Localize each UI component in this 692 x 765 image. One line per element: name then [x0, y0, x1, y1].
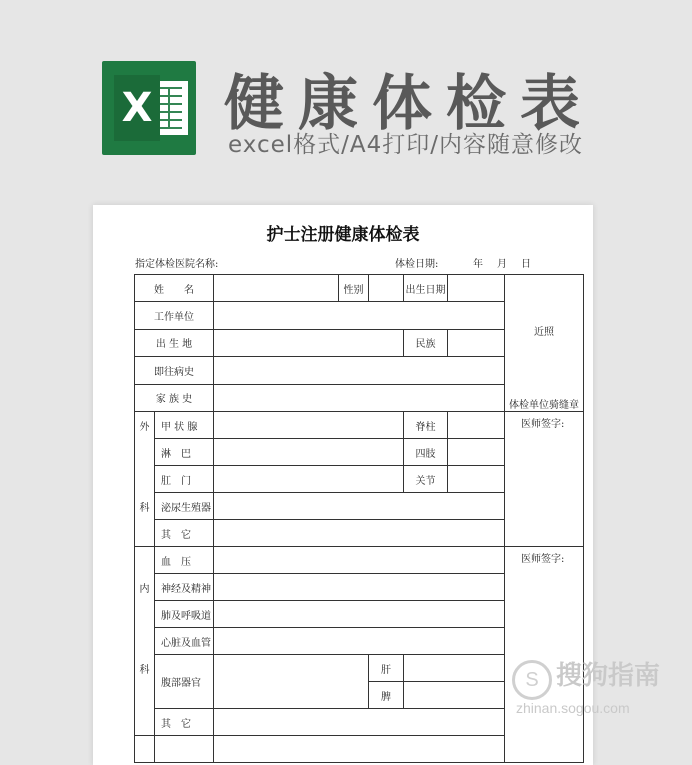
- day-label: 日: [521, 259, 531, 270]
- gender-field[interactable]: [369, 275, 404, 302]
- watermark-url: zhinan.sogou.com: [516, 699, 630, 716]
- limbs-label: 四肢: [404, 439, 448, 466]
- hospital-label: 指定体检医院名称:: [135, 259, 219, 270]
- limbs-field[interactable]: [448, 439, 505, 466]
- internal-group-spacer: [135, 709, 155, 736]
- internal-other-label: 其 它: [155, 709, 214, 736]
- work-unit-label: 工作单位: [135, 302, 214, 329]
- birthplace-label: 出 生 地: [135, 329, 214, 356]
- spine-label: 脊柱: [404, 412, 448, 439]
- lymph-label: 淋 巴: [155, 439, 214, 466]
- name-label: 姓 名: [135, 275, 214, 302]
- internal-group-spacer: [135, 601, 155, 628]
- next-row-cell: [135, 736, 155, 763]
- lymph-field[interactable]: [214, 439, 404, 466]
- ethnicity-label: 民族: [404, 329, 448, 356]
- joints-field[interactable]: [448, 466, 505, 493]
- document-title: 护士注册健康体检表: [266, 225, 420, 245]
- thyroid-label: 甲 状 腺: [155, 412, 214, 439]
- neuro-mental-label: 神经及精神: [155, 574, 214, 601]
- internal-group-spacer: [135, 547, 155, 574]
- blood-pressure-label: 血 压: [155, 547, 214, 574]
- birth-date-field[interactable]: [448, 275, 505, 302]
- lung-resp-field[interactable]: [214, 601, 505, 628]
- past-history-field[interactable]: [214, 357, 505, 384]
- year-label: 年: [473, 259, 483, 270]
- thyroid-field[interactable]: [214, 412, 404, 439]
- gender-label: 性别: [339, 275, 369, 302]
- blood-pressure-field[interactable]: [214, 547, 505, 574]
- urogenital-field[interactable]: [214, 493, 505, 520]
- spleen-field[interactable]: [404, 682, 505, 709]
- lung-resp-label: 肺及呼吸道: [155, 601, 214, 628]
- hero-title: 健康体检表: [224, 69, 594, 139]
- internal-group-spacer: [135, 628, 155, 655]
- liver-label: 肝: [369, 655, 404, 682]
- spleen-label: 脾: [369, 682, 404, 709]
- surgery-group-spacer: [135, 520, 155, 547]
- birth-date-label: 出生日期: [404, 275, 448, 302]
- abdomen-field[interactable]: [214, 655, 369, 709]
- liver-field[interactable]: [404, 655, 505, 682]
- spine-field[interactable]: [448, 412, 505, 439]
- anus-field[interactable]: [214, 466, 404, 493]
- internal-group-label-1: 内: [135, 574, 155, 601]
- month-label: 月: [497, 259, 507, 270]
- next-row-cell: [214, 736, 505, 763]
- surgery-group-label-2: 科: [135, 493, 155, 520]
- abdomen-label: 腹部器官: [155, 655, 214, 709]
- past-history-label: 即往病史: [135, 357, 214, 384]
- photo-area: [505, 275, 584, 412]
- heart-vessel-label: 心脏及血管: [155, 628, 214, 655]
- hero-subtitle: excel格式/A4打印/内容随意修改: [228, 132, 584, 158]
- neuro-mental-field[interactable]: [214, 574, 505, 601]
- anus-label: 肛 门: [155, 466, 214, 493]
- internal-other-field[interactable]: [214, 709, 505, 736]
- surgery-other-label: 其 它: [155, 520, 214, 547]
- internal-group-label-2: 科: [135, 655, 155, 682]
- internal-group-spacer: [135, 682, 155, 709]
- next-row-cell: [155, 736, 214, 763]
- photo-label: 近照: [534, 327, 554, 338]
- internal-doctor-sign[interactable]: 医师签字:: [505, 547, 584, 763]
- joints-label: 关节: [404, 466, 448, 493]
- work-unit-field[interactable]: [214, 302, 505, 329]
- sogou-watermark: [512, 655, 660, 716]
- surgery-group-spacer: [135, 439, 155, 466]
- family-history-field[interactable]: [214, 384, 505, 411]
- surgery-doctor-sign[interactable]: 医师签字:: [505, 412, 584, 547]
- exam-date-label: 体检日期:: [395, 259, 439, 270]
- heart-vessel-field[interactable]: [214, 628, 505, 655]
- watermark-text: 搜狗指南: [556, 661, 661, 691]
- urogenital-label: 泌尿生殖器: [155, 493, 214, 520]
- ethnicity-field[interactable]: [448, 329, 505, 356]
- excel-x-letter: X: [114, 75, 160, 141]
- seal-label: 体检单位骑缝章: [509, 400, 579, 411]
- sogou-logo-icon: S: [512, 660, 552, 700]
- birthplace-field[interactable]: [214, 329, 404, 356]
- surgery-other-field[interactable]: [214, 520, 505, 547]
- surgery-group-spacer: [135, 466, 155, 493]
- surgery-group-label-1: 外: [135, 412, 155, 439]
- family-history-label: 家 族 史: [135, 384, 214, 411]
- name-field[interactable]: [214, 275, 339, 302]
- excel-logo-icon: [102, 61, 196, 155]
